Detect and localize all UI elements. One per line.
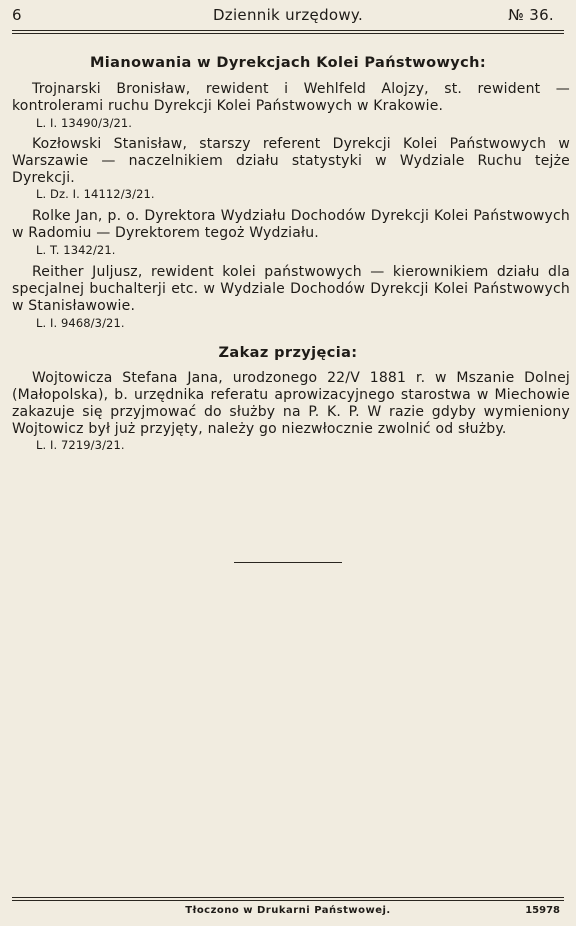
printer-imprint: Tłoczono w Drukarni Państwowej.	[185, 905, 391, 916]
print-code: 15978	[525, 905, 560, 916]
issue-number: № 36.	[508, 6, 554, 24]
header-rule-bottom	[12, 33, 564, 34]
entry-kozlowski: Kozłowski Stanisław, starszy referent Dyrekcji Kolei Państwowych w Warszawie — naczelnikiem działu statystyki w Wydziale Ruchu tejże Dyrekcji.	[12, 136, 570, 186]
section-heading-appointments: Mianowania w Dyrekcjach Kolei Państwowych:	[89, 55, 487, 71]
page-number: 6	[12, 6, 22, 24]
end-of-text-rule	[234, 562, 342, 563]
header-rule-top	[12, 30, 564, 31]
entry-ref: L. I. 13490/3/21.	[36, 116, 133, 130]
entry-wojtowicz: Wojtowicza Stefana Jana, urodzonego 22/V 1881 r. w Mszanie Dolnej (Małopolska), b. urzędnika referatu aprowizacyjnego starostwa w Miechowie zakazuje się przyjmować do służby na P. K. P. W razie gdyby wymieniony Wojtowicz był już przyjęty, należy go niezwłocznie zwolnić od służby.	[12, 370, 570, 437]
entry-ref: L. I. 9468/3/21.	[36, 316, 125, 330]
entry-reither: Reither Juljusz, rewident kolei państwowych — kierownikiem działu dla specjalnej buchalterji etc. w Wydziale Dochodów Dyrekcji Kolei Państwowych w Stanisławowie.	[12, 264, 570, 314]
journal-title: Dziennik urzędowy.	[212, 6, 364, 24]
entry-ref: L. I. 7219/3/21.	[36, 438, 125, 452]
section-heading-ban: Zakaz przyjęcia:	[218, 345, 358, 361]
running-header	[12, 6, 564, 28]
entry-rolke: Rolke Jan, p. o. Dyrektora Wydziału Dochodów Dyrekcji Kolei Państwowych w Radomiu — Dyrektorem tegoż Wydziału.	[12, 208, 570, 241]
entry-ref: L. Dz. I. 14112/3/21.	[36, 187, 155, 201]
footer-rule-bottom	[12, 900, 564, 901]
entry-trojnarski: Trojnarski Bronisław, rewident i Wehlfeld Alojzy, st. rewident — kontrolerami ruchu Dyrekcji Kolei Państwowych w Krakowie.	[12, 81, 570, 114]
entry-ref: L. T. 1342/21.	[36, 243, 116, 257]
footer-rule-top	[12, 897, 564, 898]
